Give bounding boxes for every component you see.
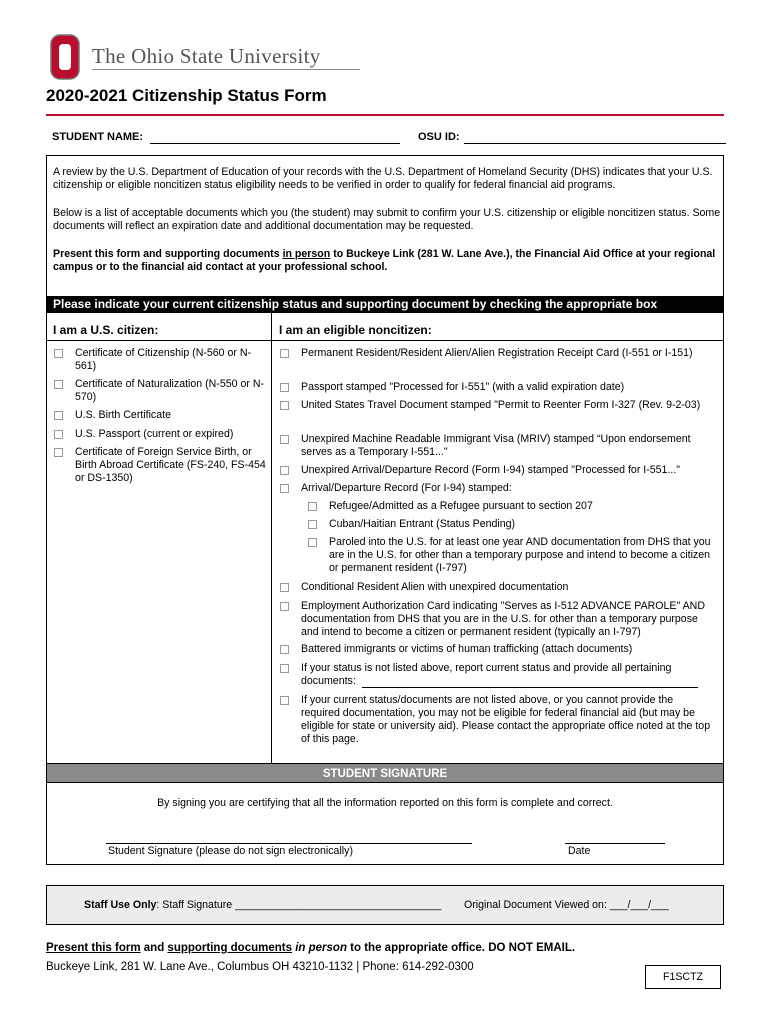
checkbox-mriv[interactable] [280, 435, 289, 444]
title-rule [46, 114, 724, 116]
checkbox-paroled[interactable] [308, 538, 317, 547]
noncitizen-item: Unexpired Machine Readable Immigrant Visa (MRIV) stamped “Upon endorsement serves as a Temporary I-551..." [301, 433, 691, 458]
checkbox-cuban-haitian[interactable] [308, 520, 317, 529]
checkbox-naturalization-cert[interactable] [54, 380, 63, 389]
footer-instruction: Present this form and supporting documents in person to the appropriate office. DO NOT EMAIL. [46, 942, 576, 954]
noncitizen-subitem: Refugee/Admitted as a Refugee pursuant to section 207 [329, 500, 593, 512]
osu-id-label: OSU ID: [418, 131, 460, 143]
noncitizen-heading: I am an eligible noncitizen: [279, 323, 432, 337]
checkbox-cannot-provide[interactable] [280, 696, 289, 705]
intro-paragraph-2: Below is a list of acceptable documents which you (the student) may submit to confirm your U.S. citizenship or eligible noncitizen status. Some documents will reflect an expiration date and additional documentation may be requested. [53, 207, 721, 232]
checkbox-passport-i551[interactable] [280, 383, 289, 392]
noncitizen-item: Battered immigrants or victims of human trafficking (attach documents) [301, 643, 633, 655]
noncitizen-item: Permanent Resident/Resident Alien/Alien Registration Receipt Card (I-551 or I-151) [301, 347, 693, 359]
noncitizen-item: United States Travel Document stamped "Permit to Reenter Form I-327 (Rev. 9-2-03) [301, 399, 701, 411]
checkbox-conditional-resident[interactable] [280, 583, 289, 592]
signature-certification-note: By signing you are certifying that all the information reported on this form is complete and correct. [157, 797, 613, 809]
citizen-item: U.S. Birth Certificate [75, 409, 171, 421]
intro-paragraph-1: A review by the U.S. Department of Education of your records with the U.S. Department of Homeland Security (DHS) indicates that your U.S. citizenship or eligible noncitizen status eligibility needs to be verified in order to qualify for federal financial aid programs. [53, 166, 713, 191]
student-name-field[interactable] [150, 143, 400, 144]
instruction-banner: Please indicate your current citizenship status and supporting document by checking the appropriate box [47, 296, 723, 313]
noncitizen-item: Unexpired Arrival/Departure Record (Form I-94) stamped "Processed for I-551..." [301, 464, 681, 476]
checkbox-status-not-listed[interactable] [280, 664, 289, 673]
checkbox-refugee[interactable] [308, 502, 317, 511]
header-rule [92, 69, 360, 70]
checkbox-travel-document[interactable] [280, 401, 289, 410]
other-status-field[interactable] [362, 687, 698, 688]
original-document-viewed-field[interactable]: Original Document Viewed on: ___/___/___ [464, 899, 669, 911]
osu-block-o-logo [50, 34, 80, 80]
column-divider [271, 313, 272, 763]
form-title: 2020-2021 Citizenship Status Form [46, 86, 327, 105]
noncitizen-subitem: Paroled into the U.S. for at least one year AND documentation from DHS that you are in the U.S. for other than a temporary purpose and intend to become a citizen or permanent resident (I-797) [329, 536, 711, 574]
checkbox-permanent-resident-card[interactable] [280, 349, 289, 358]
student-signature-bar: STUDENT SIGNATURE [47, 763, 723, 783]
checkbox-arrival-record-stamped[interactable] [280, 484, 289, 493]
noncitizen-item: Conditional Resident Alien with unexpired documentation [301, 581, 569, 593]
university-name: The Ohio State University [92, 44, 321, 68]
noncitizen-item: Passport stamped "Processed for I-551" (with a valid expiration date) [301, 381, 625, 393]
checkbox-employment-auth[interactable] [280, 602, 289, 611]
footer-contact: Buckeye Link, 281 W. Lane Ave., Columbus OH 43210-1132 | Phone: 614-292-0300 [46, 961, 474, 973]
student-signature-label: Student Signature (please do not sign electronically) [108, 845, 353, 857]
checkbox-citizenship-cert[interactable] [54, 349, 63, 358]
citizen-item: Certificate of Citizenship (N-560 or N-561) [75, 347, 252, 372]
citizen-item: Certificate of Foreign Service Birth, or Birth Abroad Certificate (FS-240, FS-454 or DS-1350) [75, 446, 266, 484]
form-code-box: F1SCTZ [645, 965, 721, 989]
staff-signature-field[interactable]: Staff Use Only: Staff Signature ___________________________________ [84, 899, 442, 911]
student-signature-field[interactable] [106, 843, 472, 844]
noncitizen-item: If your status is not listed above, report current status and provide all pertaining documents: [301, 662, 672, 687]
osu-id-field[interactable] [464, 143, 726, 144]
citizen-heading: I am a U.S. citizen: [53, 323, 159, 337]
checkbox-arrival-record-i551[interactable] [280, 466, 289, 475]
noncitizen-subitem: Cuban/Haitian Entrant (Status Pending) [329, 518, 516, 530]
date-field[interactable] [565, 843, 665, 844]
checkbox-battered-immigrants[interactable] [280, 645, 289, 654]
date-label: Date [568, 845, 591, 857]
intro-paragraph-3: Present this form and supporting documents in person to Buckeye Link (281 W. Lane Ave.), the Financial Aid Office at your regional campus or to the financial aid contact at your professional school. [53, 248, 716, 273]
citizen-item: Certificate of Naturalization (N-550 or N-570) [75, 378, 264, 403]
checkbox-us-passport[interactable] [54, 430, 63, 439]
column-heading-rule [47, 340, 723, 341]
checkbox-foreign-service-birth[interactable] [54, 448, 63, 457]
citizen-item: U.S. Passport (current or expired) [75, 428, 234, 440]
student-name-label: STUDENT NAME: [52, 131, 144, 143]
checkbox-birth-cert[interactable] [54, 411, 63, 420]
noncitizen-item: Employment Authorization Card indicating "Serves as I-512 ADVANCE PAROLE" AND documentation from DHS that you are in the U.S. for other than a temporary purpose and intend to become a citizen or permanent resident (typically an I-797) [301, 600, 705, 638]
noncitizen-item: Arrival/Departure Record (For I-94) stamped: [301, 482, 512, 494]
noncitizen-item: If your current status/documents are not listed above, or you cannot provide the required documentation, you may not be eligible for federal financial aid (but may be eligible for state or university aid). Please contact the appropriate office noted at the top of this page. [301, 694, 711, 745]
